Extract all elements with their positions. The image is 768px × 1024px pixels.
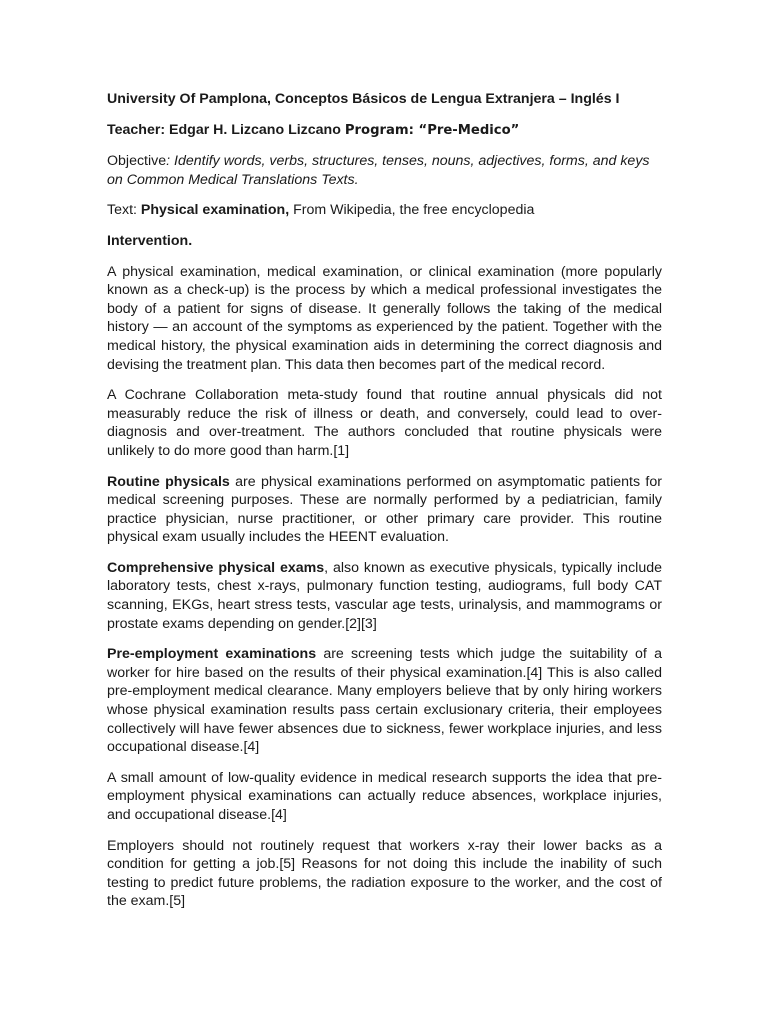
- paragraph-pre-employment: [107, 645, 662, 757]
- text-source-line: [107, 201, 662, 220]
- text-source-label: Text:: [107, 202, 141, 219]
- paragraph-cochrane: A Cochrane Collaboration meta-study found that routine annual physicals did not measurably reduce the risk of illness or death, and conversely, could lead to over-diagnosis and over-treatment. The authors concluded that routine physicals were unlikely to do more good than harm.[1]: [107, 387, 662, 459]
- objective-label: Objective: [107, 153, 167, 170]
- objective-paragraph: [107, 152, 662, 189]
- document-title: [107, 90, 662, 109]
- objective-text: : Identify words, verbs, structures, tenses, nouns, adjectives, forms, and keys on Common Medical Translations Texts.: [107, 153, 650, 188]
- paragraph-evidence: A small amount of low-quality evidence in medical research supports the idea that pre-employment physical examinations can actually reduce absences, workplace injuries, and occupational disease.[4]: [107, 769, 662, 823]
- paragraph-routine-physicals: [107, 473, 662, 547]
- text-source-title: Physical examination,: [140, 202, 290, 219]
- program-line: Program: “Pre-Medico”: [344, 122, 520, 138]
- paragraph-comprehensive-exams: [107, 559, 662, 633]
- routine-physicals-text: are physical examinations performed on asymptomatic patients for medical screening purposes. These are normally performed by a pediatrician, family practice physician, nurse practitioner, or other primary care provider. This routine physical exam usually includes the HEENT evaluation.: [107, 473, 662, 546]
- paragraph-intro: A physical examination, medical examination, or clinical examination (more popularly known as a check-up) is the process by which a medical professional investigates the body of a patient for signs of disease. It generally follows the taking of the medical history — an account of the symptoms as experienced by the patient. Together with the medical history, the physical examination aids in determining the correct diagnosis and devising the treatment plan. This data then becomes part of the medical record.: [107, 263, 662, 373]
- comprehensive-exams-text: , also known as executive physicals, typically include laboratory tests, chest x-rays, pulmonary function testing, audiograms, full body CAT scanning, EKGs, heart stress tests, vascular age tests, urinalysis, and mammograms or prostate exams depending on gender.[2][3]: [107, 559, 662, 632]
- teacher-program-line: [107, 121, 662, 141]
- comprehensive-exams-term: Comprehensive physical exams: [107, 559, 325, 576]
- text-source-origin: From Wikipedia, the free encyclopedia: [289, 202, 535, 219]
- pre-employment-term: Pre-employment examinations: [107, 646, 317, 663]
- pre-employment-text: are screening tests which judge the suitability of a worker for hire based on the results of their physical examination.[4] This is also called pre-employment medical clearance. Many employers believe that by only hiring workers whose physical examination results pass certain exclusionary criteria, their employees collectively will have fewer absences due to sickness, fewer workplace injuries, and less occupational disease.[4]: [107, 646, 662, 756]
- paragraph-xray: Employers should not routinely request that workers x-ray their lower backs as a condition for getting a job.[5] Reasons for not doing this include the inability of such testing to predict future problems, the radiation exposure to the worker, and the cost of the exam.[5]: [107, 837, 662, 910]
- intervention-heading: Intervention.: [107, 232, 193, 249]
- title-line: University Of Pamplona, Conceptos Básicos de Lengua Extranjera – Inglés I: [107, 91, 620, 107]
- routine-physicals-term: Routine physicals: [107, 473, 230, 490]
- document-page: [107, 90, 662, 923]
- teacher-line: Teacher: Edgar H. Lizcano Lizcano: [107, 121, 341, 138]
